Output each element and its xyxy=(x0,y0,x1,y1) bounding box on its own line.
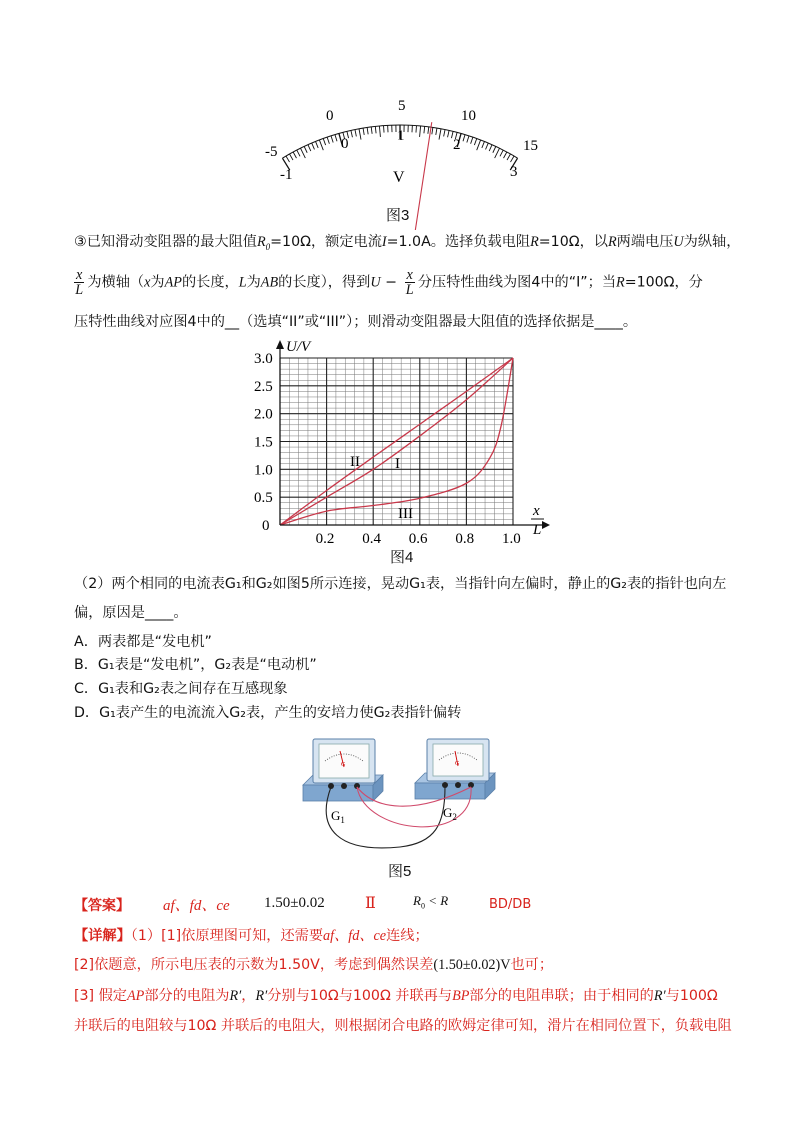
dial-tick xyxy=(367,127,368,134)
dial-tick xyxy=(359,129,361,140)
dial-tick xyxy=(290,154,293,160)
answer-4: $R_0 < R$ xyxy=(413,893,449,911)
dial-tick xyxy=(316,141,319,147)
g1-dial-label: G xyxy=(341,762,346,768)
dial-tick xyxy=(335,135,337,142)
y-axis-label: U/V xyxy=(286,339,311,355)
scale-bottom-label: 2 xyxy=(453,137,461,153)
dial-tick xyxy=(420,126,421,137)
option-d: D．G₁表产生的电流流入G₂表，产生的安培力使G₂表指针偏转 xyxy=(74,705,462,721)
dial-tick xyxy=(371,127,372,134)
option-c: C．G₁表和G₂表之间存在互感现象 xyxy=(74,681,288,697)
dial-tick xyxy=(355,130,356,137)
q2-line2: 偏，原因是____。 xyxy=(74,605,188,621)
answer-2: 1.50±0.02 xyxy=(264,895,325,911)
detail-line2: [2]依题意，所示电压表的示数为1.50V，考虑到偶然误差(1.50±0.02)V也可； xyxy=(74,957,554,973)
dial-needle xyxy=(413,122,432,230)
y-tick-label: 0 xyxy=(262,518,270,534)
answer-label: 【答案】 xyxy=(74,898,130,914)
detail-line3: [3] 假定AP部分的电阻为R′，R′分别与10Ω与100Ω 并联再与BP部分的电阻串联；由于相同的R′与100Ω xyxy=(74,988,718,1004)
galvanometer-g1 xyxy=(303,739,383,801)
scale-top-label: -5 xyxy=(265,144,278,160)
scale-top-label: 5 xyxy=(398,98,406,114)
dial-tick xyxy=(493,146,496,152)
dial-tick xyxy=(327,137,329,144)
dial-tick xyxy=(474,139,476,146)
dial-tick xyxy=(363,128,364,135)
option-a: A．两表都是“发电机” xyxy=(74,634,212,650)
y-tick-label: 1.0 xyxy=(254,462,273,479)
dial-tick xyxy=(507,154,510,160)
label-g1: $G_1$ xyxy=(331,808,345,825)
y-axis-arrow xyxy=(276,340,284,349)
dial-tick xyxy=(416,126,417,133)
galvanometer-g2 xyxy=(415,739,495,799)
dial-tick xyxy=(477,140,481,150)
para3-line2: $\frac{x}{L}$ 为横轴（x为AP的长度，L为AB的长度），得到U − $\frac{x}{L}$ 分压特性曲线为图4中的“I”；当R=100Ω，分 xyxy=(75,267,703,298)
x-axis-label-num: x xyxy=(533,503,540,519)
scale-top-label: 10 xyxy=(461,108,476,124)
dial-tick xyxy=(331,136,333,143)
dial-tick xyxy=(293,152,296,158)
para3-line1: ③已知滑动变阻器的最大阻值$R_0=10\Omega$，额定电流I=1.0A。选择负载电阻R=10Ω，以R两端电压U为纵轴， xyxy=(74,234,741,252)
figure-4 xyxy=(250,335,560,555)
x-tick-label: 0.8 xyxy=(455,531,475,547)
figure-5 xyxy=(295,735,505,855)
q2-line1: （2）两个相同的电流表G₁和G₂如图5所示连接，晃动G₁表，当指针向左偏时，静止的G₂表的指针也向左 xyxy=(74,576,727,592)
dial-tick xyxy=(463,135,465,142)
dial-tick xyxy=(510,156,514,162)
scale-bottom-label: -1 xyxy=(280,167,293,183)
answer-1: af、fd、ce xyxy=(163,898,230,914)
y-tick-label: 0.5 xyxy=(254,490,273,507)
curve-label-I: I xyxy=(395,456,400,472)
scale-top-label: 15 xyxy=(523,138,538,154)
dial-tick xyxy=(486,143,489,149)
dial-tick xyxy=(467,136,469,143)
dial-tick xyxy=(286,156,290,162)
dial-tick xyxy=(323,139,325,146)
x-tick-label: 1.0 xyxy=(502,531,521,547)
dial-tick xyxy=(500,150,503,156)
x-tick-label: 0.2 xyxy=(315,531,335,547)
dial-tick xyxy=(424,126,425,133)
answer-3: Ⅱ xyxy=(365,895,376,912)
x-axis-label-den: L xyxy=(533,522,542,538)
scale-bottom-label: 0 xyxy=(341,136,349,152)
y-tick-label: 1.5 xyxy=(254,434,273,451)
dial-tick xyxy=(300,148,305,158)
y-tick-label: 2.0 xyxy=(254,406,273,423)
para3-line3: 压特性曲线对应图4中的__（选填“II”或“III”）；则滑动变阻器最大阻值的选择依据是____。 xyxy=(74,314,638,330)
dial-tick xyxy=(439,129,441,140)
dial-tick xyxy=(297,150,300,156)
dial-tick xyxy=(482,141,485,147)
dial-tick xyxy=(304,146,307,152)
option-b: B．G₁表是“发电机”，G₂表是“电动机” xyxy=(74,657,317,673)
figure-4-caption: 图4 xyxy=(390,549,414,566)
y-tick-label: 3.0 xyxy=(254,351,273,367)
dial-tick xyxy=(448,130,450,137)
figure-3-caption: 图3 xyxy=(386,207,410,224)
dial-tick xyxy=(384,126,385,133)
detail-line4: 并联后的电阻较与10Ω 并联后的电阻大，则根据闭合电路的欧姆定律可知，滑片在相同位置下，负载电阻 xyxy=(74,1018,732,1034)
dial-tick xyxy=(489,145,492,151)
dial-tick xyxy=(504,152,507,158)
dial-tick xyxy=(379,126,380,137)
x-tick-label: 0.4 xyxy=(362,531,381,547)
dial-tick xyxy=(375,126,376,133)
g2-dial-label: G xyxy=(455,761,460,767)
dial-tick xyxy=(436,128,437,135)
y-tick-label: 2.5 xyxy=(254,378,273,395)
dial-tick xyxy=(308,145,311,151)
figure-5-caption: 图5 xyxy=(388,863,412,880)
dial-tick xyxy=(444,130,445,137)
dial-tick xyxy=(319,140,323,150)
dial-tick xyxy=(432,127,433,134)
label-g2: $G_2$ xyxy=(443,805,457,822)
voltage-chart xyxy=(250,335,560,555)
answer-5: BD/DB xyxy=(489,897,532,912)
scale-bottom-label: 3 xyxy=(510,164,518,180)
dial-tick xyxy=(428,127,429,134)
x-tick-label: 0.6 xyxy=(408,531,428,547)
scale-top-label: 0 xyxy=(326,108,334,124)
dial-tick xyxy=(351,130,353,137)
curve-label-II: II xyxy=(350,454,360,470)
unit-label: V xyxy=(393,169,405,186)
dial-tick xyxy=(495,148,500,158)
detail-line1: 【详解】（1）[1]依原理图可知，还需要af、fd、ce连线； xyxy=(74,928,429,944)
dial-tick xyxy=(471,137,473,144)
scale-bottom-label: 1 xyxy=(397,128,405,144)
dial-tick xyxy=(312,143,315,149)
x-axis-arrow xyxy=(542,521,550,529)
curve-label-III: III xyxy=(398,506,413,522)
